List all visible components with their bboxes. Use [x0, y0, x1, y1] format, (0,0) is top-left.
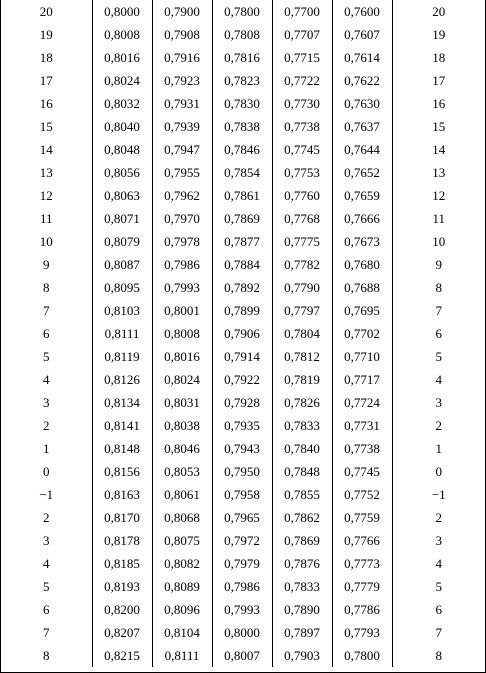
value-cell: 0,7838: [212, 115, 272, 138]
value-cell: 0,8016: [152, 345, 212, 368]
value-cell: 0,7695: [332, 299, 392, 322]
row-index-left: 13: [1, 161, 92, 184]
value-cell: 0,8104: [152, 621, 212, 644]
row-index-right: 9: [435, 257, 442, 272]
value-cell: 0,7804: [272, 322, 332, 345]
row-index-left: 7: [1, 621, 92, 644]
value-cell: 0,8170: [92, 506, 152, 529]
value-cell: 0,8071: [92, 207, 152, 230]
value-cell: 0,7753: [272, 161, 332, 184]
row-index-right: 11: [432, 211, 446, 226]
row-index-right: 6: [435, 602, 442, 617]
value-cell: 0,7768: [272, 207, 332, 230]
row-index-right: 16: [432, 96, 446, 111]
row-index-left: 1: [1, 437, 92, 460]
table-row: [1, 437, 485, 460]
value-cell: 0,7986: [152, 253, 212, 276]
row-index-left: 17: [1, 69, 92, 92]
value-cell: 0,8056: [92, 161, 152, 184]
row-index-left: 10: [1, 230, 92, 253]
row-index-left: 12: [1, 184, 92, 207]
row-index-left: 16: [1, 92, 92, 115]
row-index-left: 4: [1, 368, 92, 391]
row-index-right: 10: [432, 234, 446, 249]
value-cell: 0,7738: [272, 115, 332, 138]
value-cell: 0,7652: [332, 161, 392, 184]
value-cell: 0,8095: [92, 276, 152, 299]
row-index-left: 20: [1, 0, 92, 23]
row-index-right: 3: [435, 533, 442, 548]
row-index-right: 20: [432, 4, 446, 19]
row-index-right: 2: [435, 510, 442, 525]
value-cell: 0,7637: [332, 115, 392, 138]
row-index-right: 7: [435, 303, 442, 318]
table-row: [1, 230, 485, 253]
value-cell: 0,7819: [272, 368, 332, 391]
table-row: [1, 253, 485, 276]
value-cell: 0,7947: [152, 138, 212, 161]
value-cell: 0,7848: [272, 460, 332, 483]
value-cell: 0,8024: [92, 69, 152, 92]
row-index-right: 14: [432, 142, 446, 157]
row-index-right: 1: [435, 441, 442, 456]
value-cell: 0,8163: [92, 483, 152, 506]
value-cell: 0,7869: [272, 529, 332, 552]
row-index-left: 18: [1, 46, 92, 69]
table-row: [1, 92, 485, 115]
row-index-left: 7: [1, 299, 92, 322]
value-cell: 0,8075: [152, 529, 212, 552]
value-cell: 0,7812: [272, 345, 332, 368]
value-cell: 0,7833: [272, 575, 332, 598]
table-row: [1, 506, 485, 529]
value-cell: 0,7800: [212, 0, 272, 23]
row-index-left: 0: [1, 460, 92, 483]
value-cell: 0,7745: [332, 460, 392, 483]
row-index-left: 2: [1, 506, 92, 529]
value-cell: 0,7666: [332, 207, 392, 230]
value-cell: 0,7790: [272, 276, 332, 299]
table-row: [1, 368, 485, 391]
value-cell: 0,7673: [332, 230, 392, 253]
row-index-right: −1: [431, 487, 446, 502]
table-row: [1, 345, 485, 368]
data-table: [1, 0, 485, 667]
value-cell: 0,8200: [92, 598, 152, 621]
row-index-right: 7: [435, 625, 442, 640]
value-cell: 0,7702: [332, 322, 392, 345]
value-cell: 0,8008: [92, 23, 152, 46]
value-cell: 0,7876: [272, 552, 332, 575]
row-index-left: 5: [1, 345, 92, 368]
table-row: [1, 552, 485, 575]
value-cell: 0,7766: [332, 529, 392, 552]
value-cell: 0,7808: [212, 23, 272, 46]
value-cell: 0,7779: [332, 575, 392, 598]
row-index-right: 2: [435, 418, 442, 433]
row-index-left: 6: [1, 598, 92, 621]
row-index-right: 8: [435, 648, 442, 663]
value-cell: 0,7840: [272, 437, 332, 460]
value-cell: 0,7738: [332, 437, 392, 460]
table-row: [1, 483, 485, 506]
value-cell: 0,8185: [92, 552, 152, 575]
value-cell: 0,7922: [212, 368, 272, 391]
value-cell: 0,7752: [332, 483, 392, 506]
value-cell: 0,7830: [212, 92, 272, 115]
row-index-left: 15: [1, 115, 92, 138]
value-cell: 0,8087: [92, 253, 152, 276]
value-cell: 0,7916: [152, 46, 212, 69]
table-row: [1, 621, 485, 644]
value-cell: 0,7935: [212, 414, 272, 437]
value-cell: 0,8089: [152, 575, 212, 598]
value-cell: 0,7861: [212, 184, 272, 207]
row-index-right: 4: [435, 372, 442, 387]
value-cell: 0,7962: [152, 184, 212, 207]
value-cell: 0,7877: [212, 230, 272, 253]
value-cell: 0,7622: [332, 69, 392, 92]
value-cell: 0,7908: [152, 23, 212, 46]
value-cell: 0,7900: [152, 0, 212, 23]
value-cell: 0,8148: [92, 437, 152, 460]
value-cell: 0,7943: [212, 437, 272, 460]
table-row: [1, 46, 485, 69]
value-cell: 0,7903: [272, 644, 332, 667]
value-cell: 0,7890: [272, 598, 332, 621]
value-cell: 0,7986: [212, 575, 272, 598]
value-cell: 0,7979: [212, 552, 272, 575]
value-cell: 0,7688: [332, 276, 392, 299]
value-cell: 0,7993: [152, 276, 212, 299]
row-index-left: 3: [1, 529, 92, 552]
value-cell: 0,8046: [152, 437, 212, 460]
value-cell: 0,8000: [92, 0, 152, 23]
row-index-right: 12: [432, 188, 446, 203]
value-cell: 0,8103: [92, 299, 152, 322]
value-cell: 0,7793: [332, 621, 392, 644]
value-cell: 0,8079: [92, 230, 152, 253]
value-cell: 0,7862: [272, 506, 332, 529]
row-index-right: 13: [432, 165, 446, 180]
value-cell: 0,7892: [212, 276, 272, 299]
value-cell: 0,8007: [212, 644, 272, 667]
value-cell: 0,7680: [332, 253, 392, 276]
value-cell: 0,7869: [212, 207, 272, 230]
row-index-right: 0: [435, 464, 442, 479]
row-index-right: 18: [432, 50, 446, 65]
value-cell: 0,8000: [212, 621, 272, 644]
value-cell: 0,7993: [212, 598, 272, 621]
value-cell: 0,8008: [152, 322, 212, 345]
value-cell: 0,7923: [152, 69, 212, 92]
row-index-left: −1: [1, 483, 92, 506]
table-row: [1, 322, 485, 345]
value-cell: 0,7786: [332, 598, 392, 621]
value-cell: 0,8134: [92, 391, 152, 414]
value-cell: 0,7826: [272, 391, 332, 414]
row-index-left: 8: [1, 644, 92, 667]
value-cell: 0,8068: [152, 506, 212, 529]
table-row: [1, 299, 485, 322]
value-cell: 0,7731: [332, 414, 392, 437]
value-cell: 0,8038: [152, 414, 212, 437]
value-cell: 0,8178: [92, 529, 152, 552]
row-index-right: 3: [435, 395, 442, 410]
value-cell: 0,7855: [272, 483, 332, 506]
value-cell: 0,8061: [152, 483, 212, 506]
table-row: [1, 460, 485, 483]
table-row: [1, 161, 485, 184]
row-index-left: 4: [1, 552, 92, 575]
table-row: [1, 184, 485, 207]
value-cell: 0,8063: [92, 184, 152, 207]
value-cell: 0,8111: [92, 322, 152, 345]
table-body: [1, 0, 485, 667]
row-index-left: 8: [1, 276, 92, 299]
value-cell: 0,8126: [92, 368, 152, 391]
value-cell: 0,7958: [212, 483, 272, 506]
value-cell: 0,7797: [272, 299, 332, 322]
value-cell: 0,7760: [272, 184, 332, 207]
value-cell: 0,8193: [92, 575, 152, 598]
value-cell: 0,7906: [212, 322, 272, 345]
value-cell: 0,7710: [332, 345, 392, 368]
value-cell: 0,7899: [212, 299, 272, 322]
row-index-left: 6: [1, 322, 92, 345]
row-index-left: 3: [1, 391, 92, 414]
value-cell: 0,8001: [152, 299, 212, 322]
value-cell: 0,8156: [92, 460, 152, 483]
value-cell: 0,7928: [212, 391, 272, 414]
value-cell: 0,7773: [332, 552, 392, 575]
row-index-left: 14: [1, 138, 92, 161]
row-index-right: 8: [435, 280, 442, 295]
value-cell: 0,7914: [212, 345, 272, 368]
value-cell: 0,8024: [152, 368, 212, 391]
value-cell: 0,8111: [152, 644, 212, 667]
value-cell: 0,7707: [272, 23, 332, 46]
value-cell: 0,7717: [332, 368, 392, 391]
row-index-right: 19: [432, 27, 446, 42]
value-cell: 0,7700: [272, 0, 332, 23]
value-cell: 0,8082: [152, 552, 212, 575]
value-cell: 0,7823: [212, 69, 272, 92]
table-row: [1, 529, 485, 552]
value-cell: 0,7846: [212, 138, 272, 161]
value-cell: 0,7644: [332, 138, 392, 161]
value-cell: 0,7970: [152, 207, 212, 230]
value-cell: 0,8016: [92, 46, 152, 69]
table-row: [1, 69, 485, 92]
row-index-right: 15: [432, 119, 446, 134]
value-cell: 0,8040: [92, 115, 152, 138]
value-cell: 0,8141: [92, 414, 152, 437]
value-cell: 0,7782: [272, 253, 332, 276]
value-cell: 0,8096: [152, 598, 212, 621]
row-index-right: 4: [435, 556, 442, 571]
row-index-right: 17: [432, 73, 446, 88]
value-cell: 0,8032: [92, 92, 152, 115]
table-row: [1, 115, 485, 138]
value-cell: 0,7972: [212, 529, 272, 552]
row-index-left: 9: [1, 253, 92, 276]
value-cell: 0,7745: [272, 138, 332, 161]
value-cell: 0,7722: [272, 69, 332, 92]
value-cell: 0,7659: [332, 184, 392, 207]
value-cell: 0,8215: [92, 644, 152, 667]
value-cell: 0,7600: [332, 0, 392, 23]
value-cell: 0,7724: [332, 391, 392, 414]
value-cell: 0,7950: [212, 460, 272, 483]
value-cell: 0,7978: [152, 230, 212, 253]
value-cell: 0,7955: [152, 161, 212, 184]
value-cell: 0,8119: [92, 345, 152, 368]
row-index-left: 5: [1, 575, 92, 598]
table-row: [1, 598, 485, 621]
value-cell: 0,7939: [152, 115, 212, 138]
value-cell: 0,7833: [272, 414, 332, 437]
row-index-right: 5: [435, 349, 442, 364]
value-cell: 0,8053: [152, 460, 212, 483]
value-cell: 0,7965: [212, 506, 272, 529]
value-cell: 0,7816: [212, 46, 272, 69]
row-index-left: 19: [1, 23, 92, 46]
table-row: [1, 575, 485, 598]
value-cell: 0,7897: [272, 621, 332, 644]
value-cell: 0,8048: [92, 138, 152, 161]
value-cell: 0,8031: [152, 391, 212, 414]
value-cell: 0,7884: [212, 253, 272, 276]
table-row: [1, 0, 485, 23]
row-index-left: 11: [1, 207, 92, 230]
value-cell: 0,7730: [272, 92, 332, 115]
table-row: [1, 391, 485, 414]
value-cell: 0,7614: [332, 46, 392, 69]
table-row: [1, 276, 485, 299]
row-index-left: 2: [1, 414, 92, 437]
value-cell: 0,7854: [212, 161, 272, 184]
row-index-right: 5: [435, 579, 442, 594]
value-cell: 0,7715: [272, 46, 332, 69]
value-cell: 0,7607: [332, 23, 392, 46]
table-row: [1, 138, 485, 161]
value-cell: 0,7800: [332, 644, 392, 667]
value-cell: 0,7775: [272, 230, 332, 253]
table-row: [1, 23, 485, 46]
value-cell: 0,7931: [152, 92, 212, 115]
value-cell: 0,7630: [332, 92, 392, 115]
value-cell: 0,8207: [92, 621, 152, 644]
row-index-right: 6: [435, 326, 442, 341]
table-row: [1, 644, 485, 667]
table-row: [1, 207, 485, 230]
value-cell: 0,7759: [332, 506, 392, 529]
table-row: [1, 414, 485, 437]
